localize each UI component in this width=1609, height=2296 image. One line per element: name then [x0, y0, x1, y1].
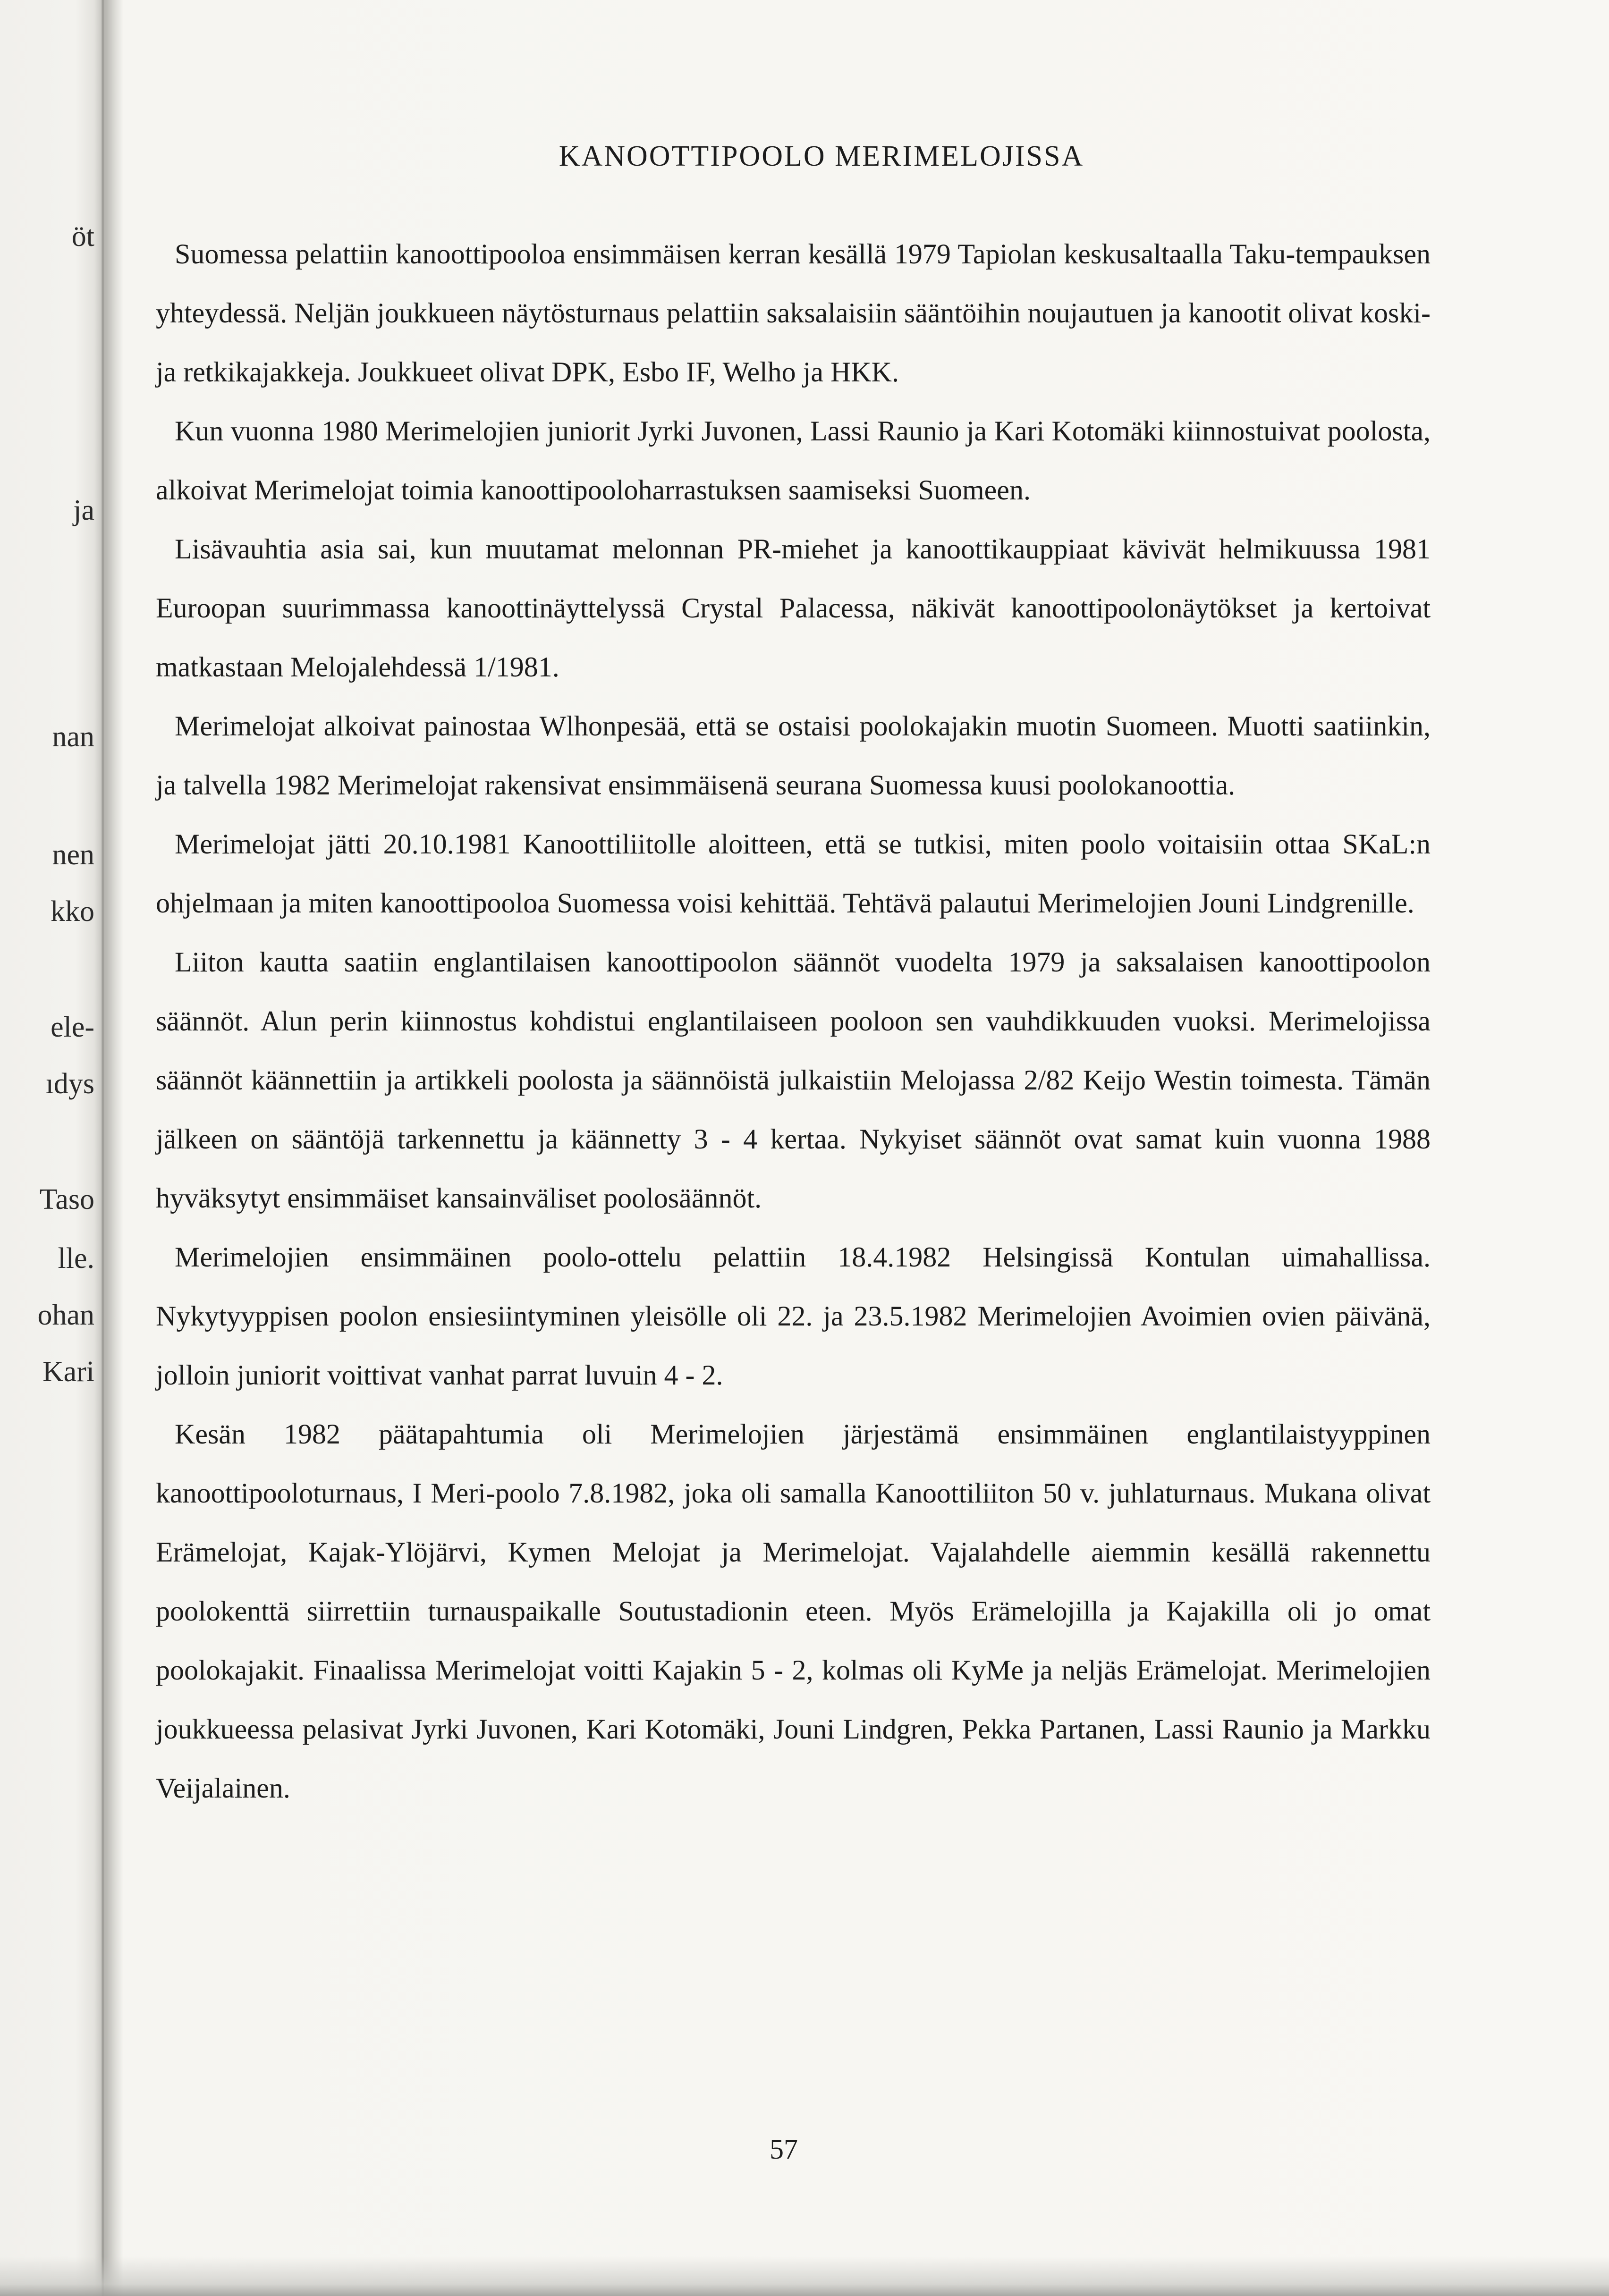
paragraph: Merimelojat alkoivat painostaa Wlhonpesää, että se ostaisi poolokajakin muotin Suomeen. Muotti saatiinkin, ja talvella 1982 Merimelojat rakensivat ensimmäisenä seurana Suomessa kuusi poolokanoottia.	[156, 710, 1431, 801]
paragraph: Kun vuonna 1980 Merimelojien juniorit Jyrki Juvonen, Lassi Raunio ja Kari Kotomäki kiinnostuivat poolosta, alkoivat Merimelojat toimia kanoottipooloharrastuksen saamiseksi Suomeen.	[156, 415, 1431, 506]
facing-page-fragment: nen	[52, 839, 94, 871]
facing-page-fragment: kko	[51, 895, 94, 928]
page-title: KANOOTTIPOOLO MERIMELOJISSA	[559, 140, 1084, 172]
facing-page-fragment: Taso	[39, 1183, 94, 1216]
paragraph: Kesän 1982 päätapahtumia oli Merimelojien järjestämä ensimmäinen englantilaistyyppinen kanoottipooloturnaus, I Meri-poolo 7.8.1982, joka oli samalla Kanoottiliiton 50 v. juhlaturnaus. Mukana olivat Erämelojat, Kajak-Ylöjärvi, Kymen Melojat ja Merimelojat. Vajalahdelle aiemmin kesällä rakennettu poolokenttä siirrettiin turnauspaikalle Soutustadionin eteen. Myös Erämelojilla ja Kajakilla oli jo omat poolokajakit. Finaalissa Merimelojat voitti Kajakin 5 - 2, kolmas oli KyMe ja neljäs Erämelojat. Merimelojien joukkueessa pelasivat Jyrki Juvonen, Kari Kotomäki, Jouni Lindgren, Pekka Partanen, Lassi Raunio ja Markku Veijalainen.	[156, 1418, 1431, 1804]
facing-page-edge	[0, 0, 94, 2296]
page-bottom-shadow	[0, 2256, 1609, 2296]
facing-page-fragment: ıdys	[45, 1068, 94, 1100]
facing-page-fragment: Kari	[42, 1356, 94, 1388]
paragraph: Suomessa pelattiin kanoottipooloa ensimmäisen kerran kesällä 1979 Tapiolan keskusaltaalla Taku-tempauksen yhteydessä. Neljän joukkueen näytösturnaus pelattiin saksalaisiin sääntöihin noujautuen ja kanootit olivat koski- ja retkikajakkeja. Joukkueet olivat DPK, Esbo IF, Welho ja HKK.	[156, 238, 1431, 388]
facing-page-fragment: lle.	[58, 1242, 94, 1275]
page-number: 57	[770, 2134, 798, 2165]
paragraph: Merimelojat jätti 20.10.1981 Kanoottiliitolle aloitteen, että se tutkisi, miten poolo voitaisiin ottaa SKaL:n ohjelmaan ja miten kanoottipooloa Suomessa voisi kehittää. Tehtävä palautui Merimelojien Jouni Lindgrenille.	[156, 828, 1431, 919]
facing-page-fragment: nan	[52, 721, 94, 753]
facing-page-fragment: ele-	[51, 1011, 94, 1043]
book-spine-shadow	[101, 0, 105, 2296]
facing-page-fragment: ohan	[37, 1299, 94, 1331]
paragraph: Liiton kautta saatiin englantilaisen kanoottipoolon säännöt vuodelta 1979 ja saksalaisen kanoottipoolon säännöt. Alun perin kiinnostus kohdistui englantilaiseen pooloon sen vauhdikkuuden vuoksi. Merimelojissa säännöt käännettiin ja artikkeli poolosta ja säännöistä julkaistiin Melojassa 2/82 Keijo Westin toimesta. Tämän jälkeen on sääntöjä tarkennettu ja käännetty 3 - 4 kertaa. Nykyiset säännöt ovat samat kuin vuonna 1988 hyväksytyt ensimmäiset kansainväliset poolosäännöt.	[156, 946, 1431, 1214]
paragraph: Lisävauhtia asia sai, kun muutamat melonnan PR-miehet ja kanoottikauppiaat kävivät helmikuussa 1981 Euroopan suurimmassa kanoottinäyttelyssä Crystal Palacessa, näkivät kanoottipoolonäytökset ja kertoivat matkastaan Melojalehdessä 1/1981.	[156, 533, 1431, 683]
facing-page-fragment: ja	[73, 494, 94, 526]
facing-page-fragment: öt	[71, 220, 94, 253]
paragraph: Merimelojien ensimmäinen poolo-ottelu pelattiin 18.4.1982 Helsingissä Kontulan uimahallissa. Nykytyyppisen poolon ensiesiintyminen yleisölle oli 22. ja 23.5.1982 Merimelojien Avoimien ovien päivänä, jolloin juniorit voittivat vanhat parrat luvuin 4 - 2.	[156, 1241, 1431, 1391]
page-content	[156, 137, 1431, 1818]
